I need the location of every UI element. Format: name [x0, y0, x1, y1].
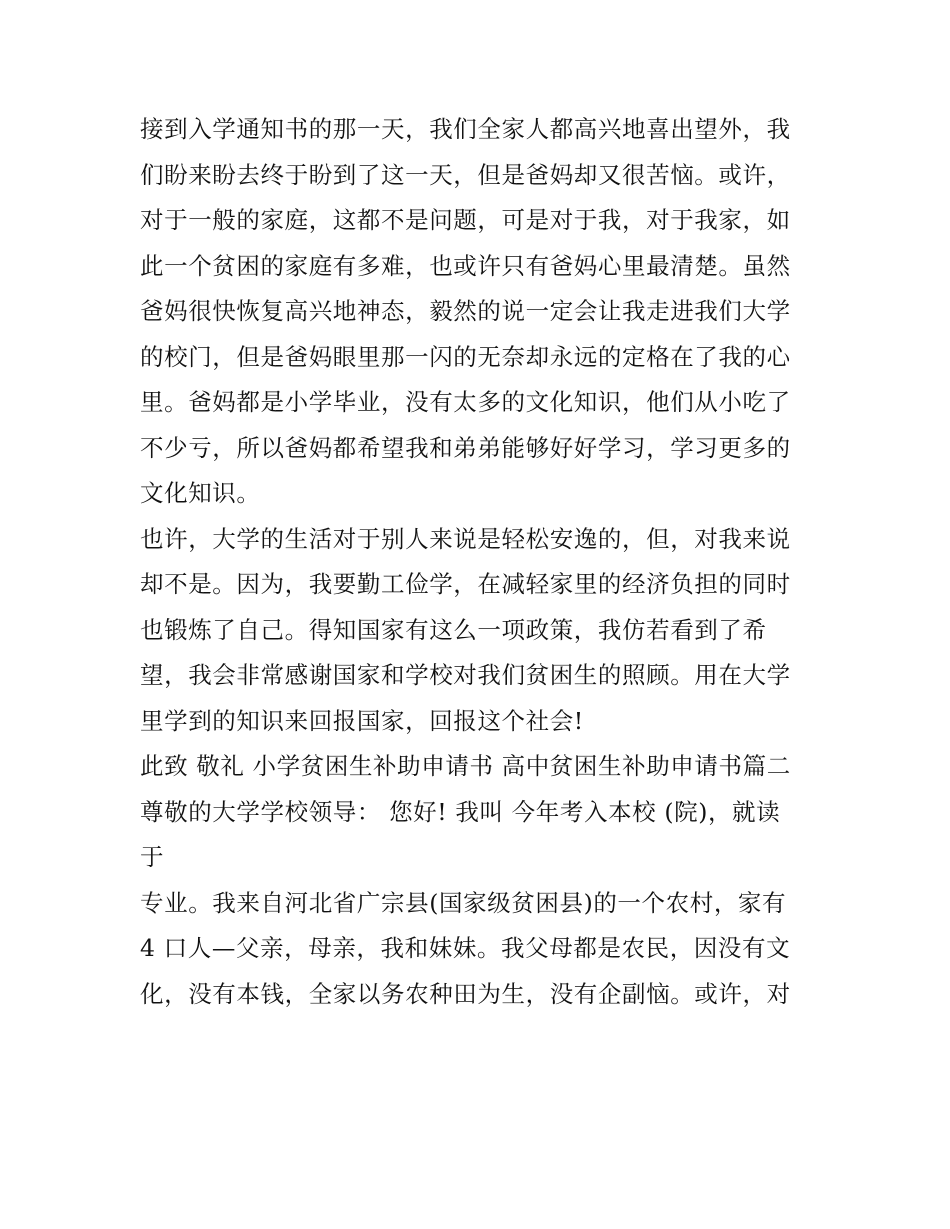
text-line: 于: [140, 843, 165, 871]
text-line: 对于一般的家庭，这都不是问题，可是对于我，对于我家，如: [140, 206, 791, 234]
document-body: [140, 107, 820, 1017]
text-line: 爸妈很快恢复高兴地神态，毅然的说一定会让我走进我们大学: [140, 297, 791, 325]
text-line: 里。爸妈都是小学毕业，没有太多的文化知识，他们从小吃了: [140, 388, 791, 416]
text-line: 也锻炼了自己。得知国家有这么一项政策，我仿若看到了希: [140, 615, 767, 644]
text-line: 不少亏，所以爸妈都希望我和弟弟能够好好学习，学习更多的: [140, 433, 791, 462]
text-line: 却不是。因为，我要勤工俭学，在减轻家里的经济负担的同时: [140, 570, 791, 598]
text-line: 也许，大学的生活对于别人来说是轻松安逸的，但，对我来说: [140, 524, 791, 553]
text-line: 专业。我来自河北省广宗县(国家级贫困县)的一个农村，家有: [140, 888, 787, 917]
text-line: 4 口人—父亲，母亲，我和妹妹。我父母都是农民，因没有文: [140, 934, 791, 962]
text-line: 此致 敬礼 小学贫困生补助申请书 高中贫困生补助申请书篇二: [140, 752, 791, 780]
text-line: 尊敬的大学学校领导： 您好! 我叫 今年考入本校 (院)，就读: [140, 797, 781, 826]
text-line: 的校门，但是爸妈眼里那一闪的无奈却永远的定格在了我的心: [140, 342, 791, 371]
text-line: 化，没有本钱，全家以务农种田为生，没有企副恼。或许，对: [140, 979, 791, 1008]
text-line: 接到入学通知书的那一天，我们全家人都高兴地喜出望外，我: [140, 115, 791, 143]
text-line: 们盼来盼去终于盼到了这一天，但是爸妈却又很苦恼。或许，: [140, 160, 791, 189]
text-line: 文化知识。: [140, 479, 261, 507]
text-line: 此一个贫困的家庭有多难，也或许只有爸妈心里最清楚。虽然: [140, 251, 791, 280]
text-line: 里学到的知识来回报国家，回报这个社会!: [140, 706, 584, 735]
text-line: 望，我会非常感谢国家和学校对我们贫困生的照顾。用在大学: [140, 661, 791, 689]
